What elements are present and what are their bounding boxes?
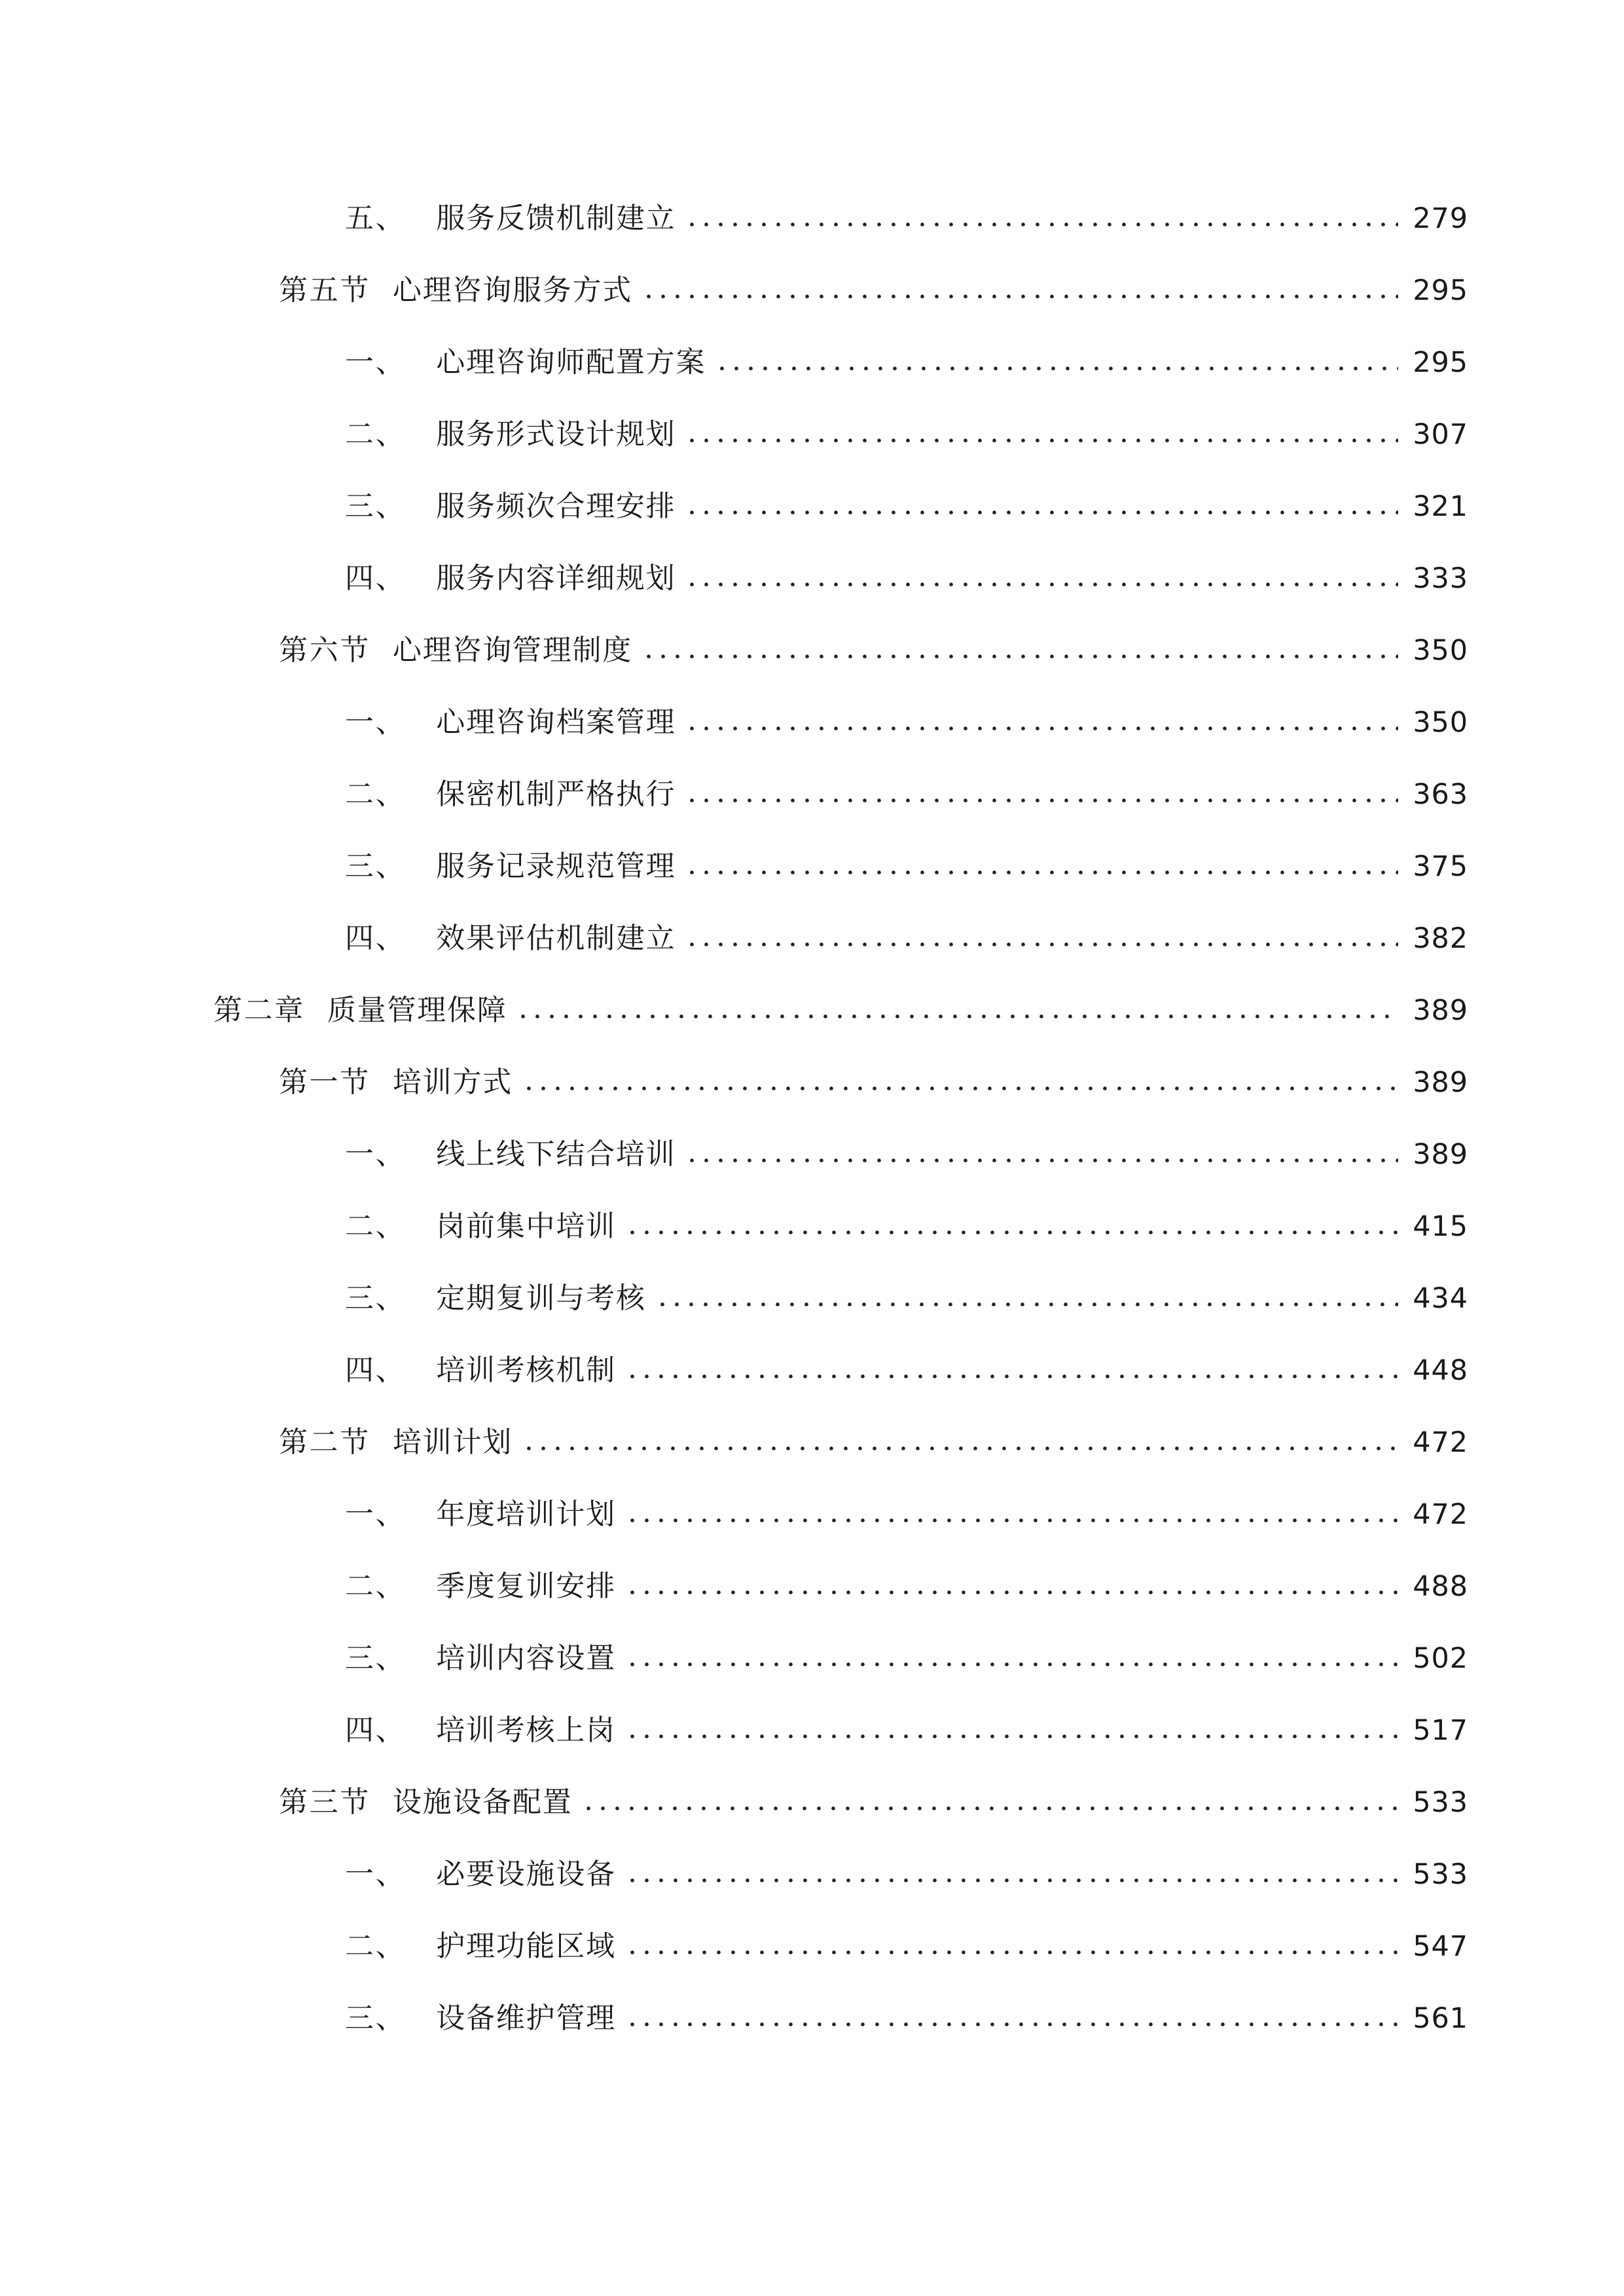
toc-entry-title: 年度培训计划 — [436, 1498, 616, 1531]
toc-entry[interactable] — [345, 1848, 1468, 1901]
toc-entry-number: 二、 — [345, 1929, 406, 1963]
toc-entry-number: 三、 — [345, 1641, 406, 1675]
toc-entry-title: 设施设备配置 — [392, 1785, 573, 1819]
toc-entry[interactable] — [345, 696, 1468, 749]
toc-entry-page: 472 — [1413, 1498, 1468, 1531]
toc-entry-title: 培训考核机制 — [436, 1354, 616, 1387]
dot-leader — [655, 1301, 1399, 1308]
toc-entry-page: 321 — [1413, 490, 1468, 523]
toc-entry-number: 第五节 — [279, 274, 370, 307]
toc-entry[interactable] — [345, 480, 1468, 533]
toc-entry-title: 培训内容设置 — [436, 1641, 616, 1675]
toc-entry[interactable] — [279, 1056, 1468, 1109]
toc-entry-title: 保密机制严格执行 — [436, 778, 676, 811]
toc-entry-number: 第六节 — [279, 634, 370, 667]
toc-entry[interactable] — [213, 984, 1468, 1037]
toc-entry-number: 三、 — [345, 1282, 406, 1315]
toc-entry-page: 295 — [1413, 274, 1468, 307]
toc-entry-page: 307 — [1413, 418, 1468, 451]
toc-entry-number: 四、 — [345, 922, 406, 955]
toc-entry-title: 服务频次合理安排 — [436, 490, 676, 523]
toc-entry[interactable] — [345, 336, 1468, 389]
dot-leader — [685, 509, 1398, 516]
toc-entry-title: 培训计划 — [392, 1426, 513, 1459]
dot-leader — [625, 1517, 1399, 1524]
toc-entry[interactable] — [345, 1560, 1468, 1613]
dot-leader — [685, 581, 1398, 588]
toc-entry-title: 培训考核上岗 — [436, 1713, 616, 1747]
toc-entry-page: 517 — [1413, 1714, 1468, 1747]
toc-entry-title: 培训方式 — [392, 1066, 513, 1099]
toc-entry-page: 375 — [1413, 850, 1468, 883]
toc-entry-page: 389 — [1413, 1066, 1468, 1099]
toc-entry[interactable] — [279, 1776, 1468, 1829]
dot-leader — [625, 1949, 1399, 1956]
toc-entry-number: 一、 — [345, 706, 406, 739]
toc-entry-page: 472 — [1413, 1426, 1468, 1459]
toc-entry-page: 415 — [1413, 1210, 1468, 1243]
toc-entry-page: 502 — [1413, 1642, 1468, 1675]
dot-leader — [625, 1229, 1399, 1236]
toc-entry-page: 488 — [1413, 1570, 1468, 1603]
toc-entry-title: 心理咨询档案管理 — [436, 706, 676, 739]
toc-entry[interactable] — [345, 1344, 1468, 1397]
toc-entry-number: 一、 — [345, 346, 406, 379]
toc-entry[interactable] — [279, 264, 1468, 317]
toc-entry-page: 389 — [1413, 1138, 1468, 1171]
toc-entry-title: 必要设施设备 — [436, 1857, 616, 1891]
dot-leader — [685, 725, 1398, 732]
toc-entry-title: 质量管理保障 — [327, 994, 507, 1027]
toc-entry-page: 448 — [1413, 1354, 1468, 1387]
dot-leader — [625, 1373, 1399, 1380]
toc-entry-number: 五、 — [345, 202, 406, 235]
dot-leader — [685, 1157, 1398, 1164]
toc-entry-title: 定期复训与考核 — [436, 1282, 646, 1315]
toc-entry-page: 434 — [1413, 1282, 1468, 1315]
toc-entry-number: 第二节 — [279, 1426, 370, 1459]
dot-leader — [581, 1805, 1398, 1812]
toc-entry-title: 服务记录规范管理 — [436, 850, 676, 883]
toc-entry-title: 心理咨询服务方式 — [392, 274, 633, 307]
dot-leader — [685, 797, 1398, 804]
toc-entry-page: 363 — [1413, 778, 1468, 811]
toc-entry-page: 389 — [1413, 994, 1468, 1027]
dot-leader — [641, 653, 1398, 660]
toc-entry-number: 二、 — [345, 1570, 406, 1603]
dot-leader — [715, 365, 1398, 372]
dot-leader — [685, 437, 1398, 444]
toc-entry-number: 三、 — [345, 490, 406, 523]
toc-entry-title: 护理功能区域 — [436, 1929, 616, 1963]
dot-leader — [685, 869, 1398, 876]
toc-entry-page: 533 — [1413, 1786, 1468, 1819]
toc-entry-number: 四、 — [345, 1713, 406, 1747]
dot-leader — [516, 1013, 1398, 1020]
toc-entry[interactable] — [345, 1992, 1468, 2045]
toc-entry-page: 382 — [1413, 922, 1468, 955]
toc-entry[interactable] — [345, 1272, 1468, 1325]
toc-entry-title: 服务形式设计规划 — [436, 418, 676, 451]
toc-entry-page: 333 — [1413, 562, 1468, 595]
dot-leader — [522, 1085, 1398, 1092]
toc-entry[interactable] — [345, 408, 1468, 461]
dot-leader — [625, 1661, 1399, 1668]
toc-entry-page: 547 — [1413, 1930, 1468, 1963]
toc-entry-title: 设备维护管理 — [436, 2001, 616, 2035]
toc-entry-number: 二、 — [345, 1210, 406, 1243]
toc-entry-number: 二、 — [345, 778, 406, 811]
toc-entry[interactable] — [345, 1488, 1468, 1541]
toc-entry[interactable] — [345, 192, 1468, 245]
dot-leader — [625, 1733, 1399, 1740]
toc-entry-number: 三、 — [345, 2001, 406, 2035]
toc-entry[interactable] — [345, 1920, 1468, 1973]
toc-entry-number: 一、 — [345, 1498, 406, 1531]
toc-entry[interactable] — [345, 1200, 1468, 1253]
toc-entry-page: 533 — [1413, 1858, 1468, 1891]
dot-leader — [522, 1445, 1398, 1452]
toc-entry-number: 第二章 — [213, 994, 305, 1027]
toc-entry-title: 线上线下结合培训 — [436, 1138, 676, 1171]
toc-entry[interactable] — [345, 1704, 1468, 1757]
toc-entry[interactable] — [345, 1632, 1468, 1685]
toc-entry-number: 第三节 — [279, 1785, 370, 1819]
dot-leader — [625, 1589, 1399, 1596]
toc-entry-title: 心理咨询师配置方案 — [436, 346, 706, 379]
toc-entry-page: 350 — [1413, 634, 1468, 667]
toc-entry-number: 第一节 — [279, 1066, 370, 1099]
dot-leader — [625, 1877, 1399, 1884]
toc-entry-page: 561 — [1413, 2002, 1468, 2035]
dot-leader — [641, 293, 1398, 300]
toc-entry-page: 350 — [1413, 706, 1468, 739]
dot-leader — [685, 941, 1398, 948]
toc-entry[interactable] — [345, 768, 1468, 821]
dot-leader — [625, 2021, 1399, 2028]
toc-entry-number: 一、 — [345, 1857, 406, 1891]
toc-entry-title: 服务反馈机制建立 — [436, 202, 676, 235]
toc-entry-number: 四、 — [345, 1354, 406, 1387]
toc-entry-title: 心理咨询管理制度 — [392, 634, 633, 667]
toc-entry[interactable] — [345, 840, 1468, 893]
toc-entry[interactable] — [279, 1416, 1468, 1469]
toc-entry-number: 一、 — [345, 1138, 406, 1171]
toc-entry-page: 279 — [1413, 202, 1468, 235]
toc-entry[interactable] — [279, 624, 1468, 677]
toc-entry-number: 二、 — [345, 418, 406, 451]
toc-entry-title: 服务内容详细规划 — [436, 562, 676, 595]
toc-entry-number: 四、 — [345, 562, 406, 595]
dot-leader — [685, 221, 1398, 228]
toc-entry-title: 效果评估机制建立 — [436, 922, 676, 955]
toc-entry-number: 三、 — [345, 850, 406, 883]
toc-entry-title: 季度复训安排 — [436, 1570, 616, 1603]
toc-entry-page: 295 — [1413, 346, 1468, 379]
toc-entry[interactable] — [345, 912, 1468, 965]
toc-entry[interactable] — [345, 1128, 1468, 1181]
toc-entry-title: 岗前集中培训 — [436, 1210, 616, 1243]
toc-entry[interactable] — [345, 552, 1468, 605]
